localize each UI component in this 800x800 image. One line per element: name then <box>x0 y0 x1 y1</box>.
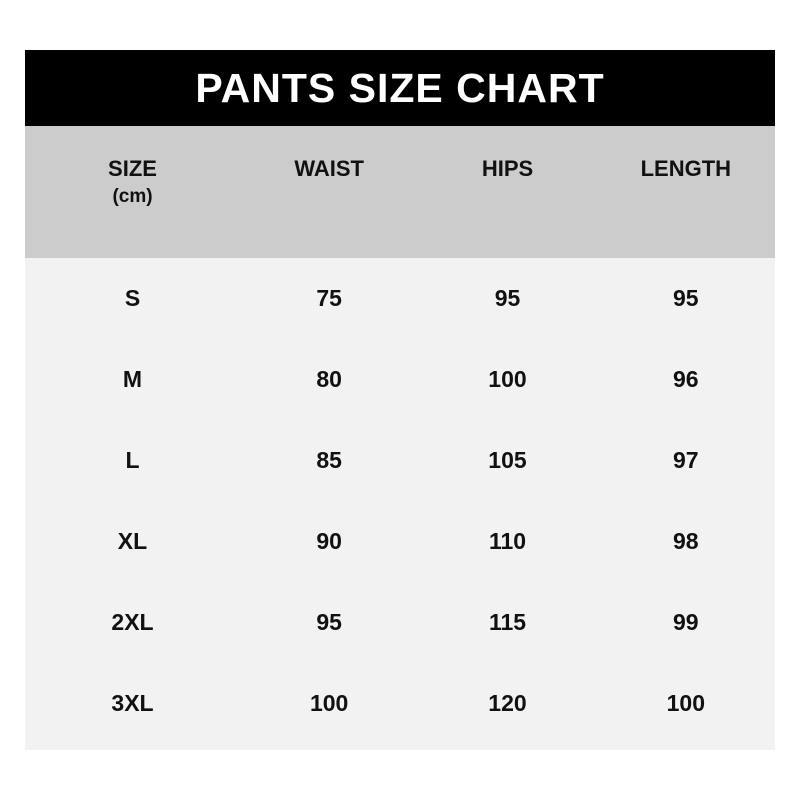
cell-waist: 80 <box>316 366 342 392</box>
table-row <box>25 663 775 744</box>
cell-size: S <box>124 285 141 311</box>
cell-size: L <box>125 447 140 473</box>
cell-size: M <box>122 366 143 392</box>
column-header-length-label: LENGTH <box>640 156 732 181</box>
table-body <box>25 258 775 744</box>
column-header-size-label: SIZE <box>108 156 157 181</box>
cell-waist: 95 <box>316 609 342 635</box>
chart-title-bar <box>25 50 775 126</box>
cell-length: 95 <box>673 285 699 311</box>
cell-hips: 115 <box>488 609 527 635</box>
cell-length: 96 <box>673 366 699 392</box>
column-header-waist <box>240 126 418 184</box>
table-header-row <box>25 126 775 258</box>
cell-length: 99 <box>673 609 699 635</box>
column-header-waist-label: WAIST <box>294 156 364 181</box>
cell-hips: 105 <box>488 447 527 473</box>
column-header-hips <box>418 126 596 184</box>
cell-length: 100 <box>666 690 705 716</box>
size-chart <box>25 50 775 750</box>
cell-hips: 100 <box>488 366 527 392</box>
column-header-size-unit: (cm) <box>112 185 153 207</box>
table-row <box>25 420 775 501</box>
cell-size: 2XL <box>111 609 154 635</box>
table-row <box>25 582 775 663</box>
cell-length: 98 <box>673 528 699 554</box>
cell-waist: 75 <box>316 285 342 311</box>
table-row <box>25 339 775 420</box>
cell-length: 97 <box>673 447 699 473</box>
column-header-size <box>25 126 240 209</box>
cell-size: 3XL <box>111 690 154 716</box>
table-row <box>25 501 775 582</box>
cell-size: XL <box>117 528 148 554</box>
cell-waist: 100 <box>309 690 349 716</box>
column-header-length <box>597 126 775 184</box>
cell-waist: 90 <box>316 528 342 554</box>
cell-hips: 95 <box>494 285 521 311</box>
table-row <box>25 258 775 339</box>
cell-hips: 120 <box>488 690 527 716</box>
column-header-hips-label: HIPS <box>481 156 534 181</box>
page-title: PANTS SIZE CHART <box>195 64 605 111</box>
cell-waist: 85 <box>316 447 342 473</box>
cell-hips: 110 <box>488 528 527 554</box>
